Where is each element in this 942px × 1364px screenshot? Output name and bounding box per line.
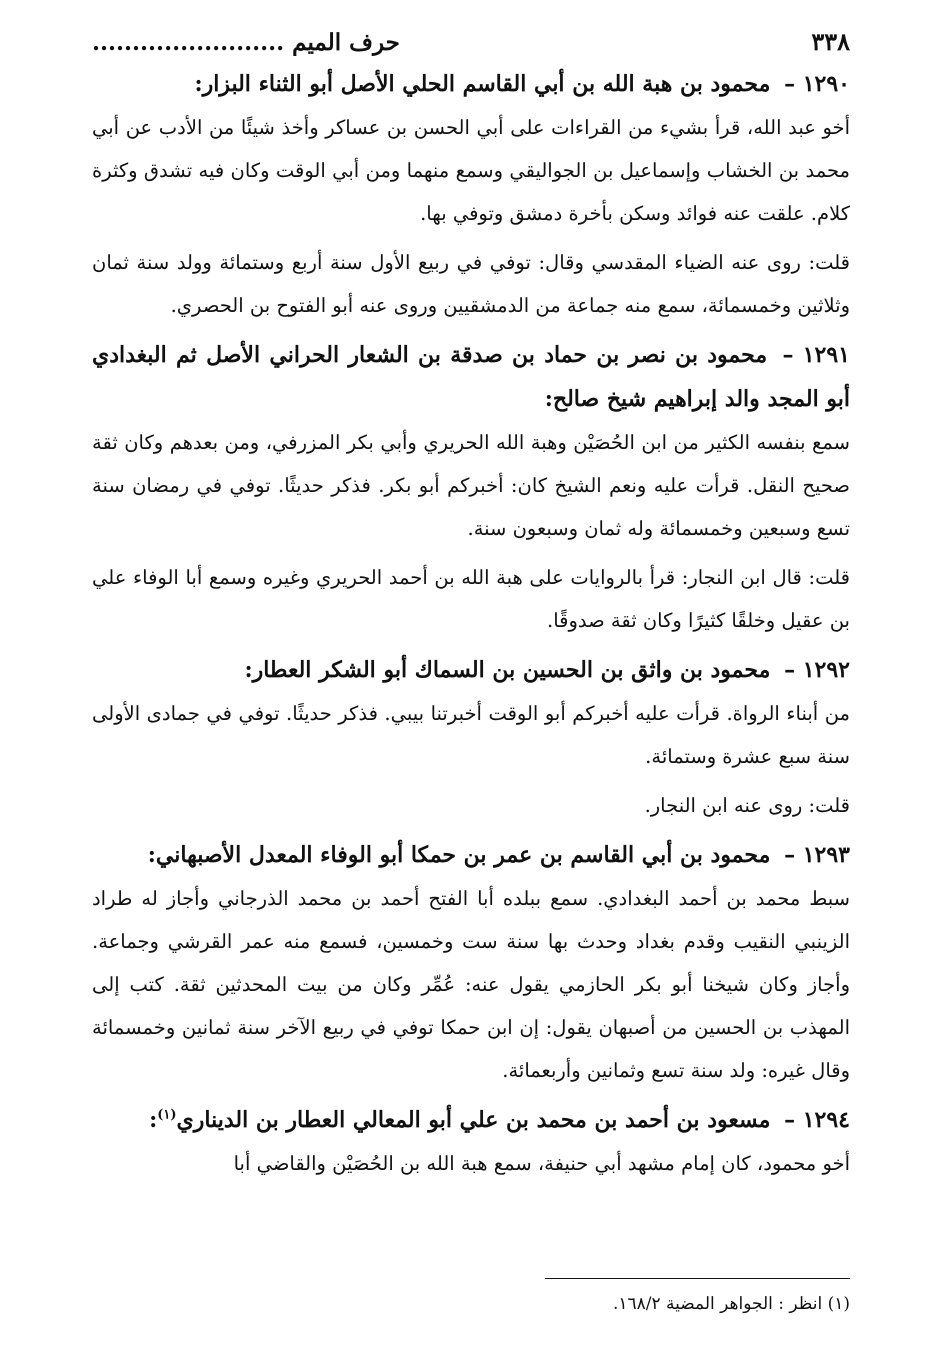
entry-title: محمود بن واثق بن الحسين بن السماك أبو الشكر العطار: — [244, 657, 771, 683]
entry-title: مسعود بن أحمد بن محمد بن علي أبو المعالي العطار بن الديناري — [176, 1107, 771, 1133]
entry-heading — [92, 1098, 850, 1142]
entry-paragraph: قلت: روى عنه الضياء المقدسي وقال: توفي في ربيع الأول سنة أربع وستمائة وولد سنة ثمان وثلاثين وخمسمائة، سمع منه جماعة من الدمشقيين وروى عنه أبو الفتوح بن الحصري. — [92, 251, 850, 317]
footnote-marker: (١) — [157, 1107, 177, 1123]
entry-number: ١٢٩٢ – — [784, 657, 850, 683]
entry-title: محمود بن أبي القاسم بن عمر بن حمكا أبو الوفاء المعدل الأصبهاني: — [147, 842, 771, 868]
entry-number: ١٢٩٣ – — [784, 842, 850, 868]
entry-paragraph: قلت: روى عنه ابن النجار. — [644, 794, 850, 817]
entry-paragraph: أخو عبد الله، قرأ بشيء من القراءات على أبي الحسن بن عساكر وأخذ شيئًا من الأدب عن أبي محمد بن الخشاب وإسماعيل بن الجواليقي وسمع منهما ومن أبي الوقت وكان فيه تشدق وكثرة كلام. علقت عنه فوائد وسكن بأخرة دمشق وتوفي بها. — [92, 116, 850, 225]
entry-paragraph: من أبناء الرواة. قرأت عليه أخبركم أبو الوقت أخبرتنا بيبي. فذكر حديثًا. توفي في جمادى الأولى سنة سبع عشرة وستمائة. — [92, 702, 850, 768]
section-title: حرف الميم ........................ — [92, 29, 400, 56]
entry-paragraph: سبط محمد بن أحمد البغدادي. سمع ببلده أبا الفتح أحمد بن محمد الذرجاني وأجاز له طراد الزينبي النقيب وقدم بغداد وحدث بها سنة ست وخمسين، فسمع منه عمر القرشي وجماعة. وأجاز وكان شيخنا أبو بكر الحازمي يقول عنه: عُمِّر وكان من بيت المحدثين ثقة. كتب إلى المهذب بن الحسين من أصبهان يقول: إن ابن حمكا توفي في ربيع الآخر سنة ثمانين وخمسمائة وقال غيره: ولد سنة تسع وثمانين وأربعمائة. — [92, 887, 850, 1082]
entry-heading — [92, 62, 850, 106]
entry-heading — [92, 833, 850, 877]
running-header — [92, 22, 850, 62]
entry-paragraph: قلت: قال ابن النجار: قرأ بالروايات على هبة الله بن أحمد الحريري وغيره وسمع أبا الوفاء علي بن عقيل وخلقًا كثيرًا وكان ثقة صدوقًا. — [92, 566, 850, 632]
book-page — [92, 22, 850, 1185]
entry-title-colon: : — [149, 1107, 158, 1133]
entry-paragraph: سمع بنفسه الكثير من ابن الحُصَيْن وهبة الله الحريري وأبي بكر المزرفي، ومن بعدهم وكان ثقة صحيح النقل. قرأت عليه ونعم الشيخ كان: أخبركم أبو بكر. فذكر حديثًا. توفي في رمضان سنة تسع وسبعين وخمسمائة وله ثمان وسبعون سنة. — [92, 431, 850, 540]
biography-entry-1293 — [92, 833, 850, 1092]
footnote: (١) انظر : الجواهر المضية ١٦٨/٢. — [612, 1294, 850, 1314]
entry-title: محمود بن هبة الله بن أبي القاسم الحلي الأصل أبو الثناء البزار: — [194, 71, 771, 97]
entry-number: ١٢٩٤ – — [784, 1107, 850, 1133]
page-number: ٣٣٨ — [811, 27, 850, 56]
biography-entry-1294 — [92, 1098, 850, 1185]
entry-number: ١٢٩٠ – — [784, 71, 850, 97]
biography-entry-1291 — [92, 333, 850, 642]
biography-entry-1290 — [92, 62, 850, 327]
entry-paragraph: أخو محمود، كان إمام مشهد أبي حنيفة، سمع هبة الله بن الحُصَيْن والقاضي أبا — [233, 1152, 850, 1175]
entry-heading — [92, 648, 850, 692]
entry-title: محمود بن نصر بن حماد بن صدقة بن الشعار الحراني الأصل ثم البغدادي أبو المجد والد إبراهيم شيخ صالح: — [92, 342, 850, 412]
entry-number: ١٢٩١ – — [782, 342, 850, 368]
biography-entry-1292 — [92, 648, 850, 827]
footnote-divider — [545, 1278, 850, 1279]
entry-heading — [92, 333, 850, 421]
